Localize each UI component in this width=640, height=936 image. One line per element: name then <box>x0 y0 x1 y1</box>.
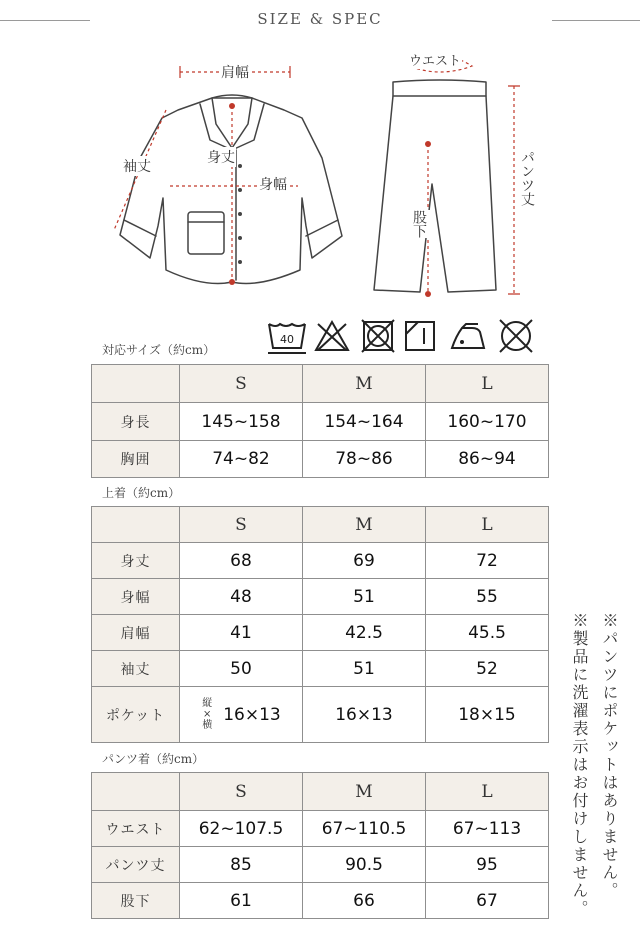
header-size-l: L <box>426 507 549 543</box>
cell-value: 52 <box>426 651 549 687</box>
table-header-row <box>92 773 549 811</box>
header-size-l: L <box>426 773 549 811</box>
jacket-collar <box>212 95 252 148</box>
label-shoulder-width: 肩幅 <box>220 62 250 82</box>
garment-diagram <box>0 40 640 310</box>
row-label: 肩幅 <box>92 615 180 651</box>
cell-value: 16×13 <box>303 687 426 743</box>
cell-value: 41 <box>180 615 303 651</box>
wash-temp-text: 40 <box>280 333 294 346</box>
header-blank-cell <box>92 365 180 403</box>
cell-value: 61 <box>180 883 303 919</box>
caption-size-fit: 対応サイズ（約cm） <box>102 343 216 357</box>
table-row <box>92 615 549 651</box>
table-size-fit <box>91 364 549 478</box>
cell-value: 18×15 <box>426 687 549 743</box>
row-label: 身長 <box>92 403 180 441</box>
cell-value: 85 <box>180 847 303 883</box>
cell-value: 45.5 <box>426 615 549 651</box>
caption-pants: パンツ着（約cm） <box>102 752 205 766</box>
cell-value: 66 <box>303 883 426 919</box>
cell-value: 67~110.5 <box>303 811 426 847</box>
cell-value: 145~158 <box>180 403 303 441</box>
row-label: 身丈 <box>92 543 180 579</box>
no-dry-clean-icon <box>500 320 532 352</box>
iron-low-icon <box>452 324 484 348</box>
header-blank-cell <box>92 773 180 811</box>
note-no-pocket: ※パンツにポケットはありません。 <box>600 612 619 900</box>
row-label: ポケット <box>92 687 180 743</box>
row-label: パンツ丈 <box>92 847 180 883</box>
table-row <box>92 847 549 883</box>
header-size-s: S <box>180 365 303 403</box>
header-size-s: S <box>180 507 303 543</box>
cell-value-pocket <box>180 687 303 743</box>
header-blank-cell <box>92 507 180 543</box>
table-pants <box>91 772 549 919</box>
header-size-m: M <box>303 507 426 543</box>
cell-value: 50 <box>180 651 303 687</box>
label-waist: ウエスト <box>408 50 462 69</box>
cell-value: 67~113 <box>426 811 549 847</box>
label-body-length: 身丈 <box>206 147 236 167</box>
cell-value: 90.5 <box>303 847 426 883</box>
line-dry-icon <box>406 322 434 350</box>
row-label: 胸囲 <box>92 441 180 478</box>
cell-value: 62~107.5 <box>180 811 303 847</box>
row-label: 股下 <box>92 883 180 919</box>
cell-value: 48 <box>180 579 303 615</box>
table-row <box>92 687 549 743</box>
row-label: 袖丈 <box>92 651 180 687</box>
page-title: SIZE & SPEC <box>257 10 383 28</box>
row-label: 身幅 <box>92 579 180 615</box>
care-icons <box>266 318 544 356</box>
cell-value: 154~164 <box>303 403 426 441</box>
label-sleeve-length: 袖丈 <box>122 156 152 176</box>
cell-value: 72 <box>426 543 549 579</box>
cell-value: 86~94 <box>426 441 549 478</box>
table-row <box>92 403 549 441</box>
cell-value: 55 <box>426 579 549 615</box>
table-top <box>91 506 549 743</box>
cell-value: 160~170 <box>426 403 549 441</box>
pants-outline <box>374 80 496 292</box>
header-size-m: M <box>303 365 426 403</box>
cell-value: 68 <box>180 543 303 579</box>
cell-value: 78~86 <box>303 441 426 478</box>
header-size-m: M <box>303 773 426 811</box>
cell-value: 51 <box>303 651 426 687</box>
cell-value: 51 <box>303 579 426 615</box>
cell-value: 67 <box>426 883 549 919</box>
cell-value: 95 <box>426 847 549 883</box>
label-body-width: 身幅 <box>258 174 288 194</box>
note-no-care-label: ※製品に洗濯表示はお付けしません。 <box>570 612 589 918</box>
table-row <box>92 883 549 919</box>
cell-value: 69 <box>303 543 426 579</box>
caption-top: 上着（約cm） <box>102 486 181 500</box>
table-row <box>92 651 549 687</box>
cell-value: 42.5 <box>303 615 426 651</box>
label-inseam: 股下 <box>408 210 430 238</box>
table-row <box>92 579 549 615</box>
table-row <box>92 441 549 478</box>
table-header-row <box>92 365 549 403</box>
label-pants-length: パンツ丈 <box>516 150 538 206</box>
row-label: ウエスト <box>92 811 180 847</box>
cell-value: 74~82 <box>180 441 303 478</box>
table-header-row <box>92 507 549 543</box>
no-tumble-dry-icon <box>362 320 394 352</box>
header-size-l: L <box>426 365 549 403</box>
jacket-outline <box>120 98 342 284</box>
table-row <box>92 543 549 579</box>
pocket-cell <box>180 698 302 731</box>
header-size-s: S <box>180 773 303 811</box>
table-row <box>92 811 549 847</box>
pocket-value: 16×13 <box>223 704 281 725</box>
pocket-dimension-note: 縦×横 <box>202 698 213 731</box>
jacket-pocket <box>188 212 224 254</box>
no-bleach-icon <box>316 322 348 350</box>
